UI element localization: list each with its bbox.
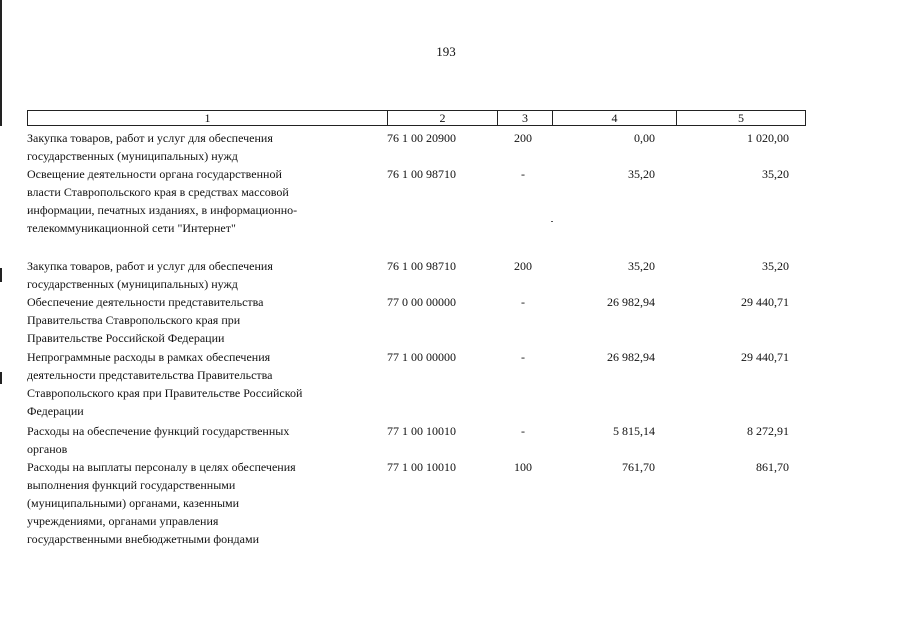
row-code: 77 1 00 10010: [387, 424, 456, 438]
row-value-col5: 29 440,71: [741, 350, 789, 364]
row-code: 77 1 00 10010: [387, 460, 456, 474]
header-col-2: 2: [387, 111, 497, 125]
row-expense-type: -: [521, 424, 525, 438]
row-name: Расходы на обеспечение функций государственных органов: [27, 424, 290, 456]
header-col-3: 3: [497, 111, 552, 125]
row-value-col5: 861,70: [756, 460, 789, 474]
scan-speck: [551, 221, 553, 222]
row-code: 77 0 00 00000: [387, 295, 456, 309]
row-name: Закупка товаров, работ и услуг для обеспечения государственных (муниципальных) нужд: [27, 131, 273, 163]
page-number: 193: [436, 44, 456, 59]
row-value-col4: 0,00: [634, 131, 655, 145]
row-value-col5: 1 020,00: [747, 131, 789, 145]
row-expense-type: 200: [514, 259, 532, 273]
row-name: Расходы на выплаты персоналу в целях обеспечения выполнения функций государственными (муниципальными) органами, казенными учреждениями, органами управления государственными внебюджетными фондами: [27, 460, 296, 546]
row-expense-type: 200: [514, 131, 532, 145]
row-value-col5: 35,20: [762, 167, 789, 181]
row-value-col4: 761,70: [622, 460, 655, 474]
row-expense-type: -: [521, 295, 525, 309]
row-code: 76 1 00 98710: [387, 167, 456, 181]
header-col-1: 1: [204, 111, 211, 125]
scan-edge-mark: [0, 268, 2, 282]
row-value-col5: 8 272,91: [747, 424, 789, 438]
row-expense-type: -: [521, 350, 525, 364]
scan-edge-mark: [0, 0, 2, 126]
table-header: [27, 110, 806, 126]
row-name: Обеспечение деятельности представительства Правительства Ставропольского края при Правительстве Российской Федерации: [27, 295, 264, 345]
row-value-col5: 29 440,71: [741, 295, 789, 309]
row-expense-type: 100: [514, 460, 532, 474]
scan-edge-mark: [0, 372, 2, 384]
row-name: Освещение деятельности органа государственной власти Ставропольского края в средствах массовой информации, печатных изданиях, в информационно- телекоммуникационной сети "Интернет": [27, 167, 298, 235]
row-name: Непрограммные расходы в рамках обеспечения деятельности представительства Правительства Ставропольского края при Правительстве Российской Федерации: [27, 350, 303, 418]
row-expense-type: -: [521, 167, 525, 181]
row-value-col4: 35,20: [628, 167, 655, 181]
row-code: 76 1 00 98710: [387, 259, 456, 273]
row-value-col5: 35,20: [762, 259, 789, 273]
row-code: 76 1 00 20900: [387, 131, 456, 145]
row-value-col4: 26 982,94: [607, 295, 655, 309]
row-value-col4: 35,20: [628, 259, 655, 273]
row-name: Закупка товаров, работ и услуг для обеспечения государственных (муниципальных) нужд: [27, 259, 273, 291]
row-value-col4: 5 815,14: [613, 424, 655, 438]
row-value-col4: 26 982,94: [607, 350, 655, 364]
header-col-4: 4: [552, 111, 676, 125]
header-col-5: 5: [676, 111, 805, 125]
row-code: 77 1 00 00000: [387, 350, 456, 364]
